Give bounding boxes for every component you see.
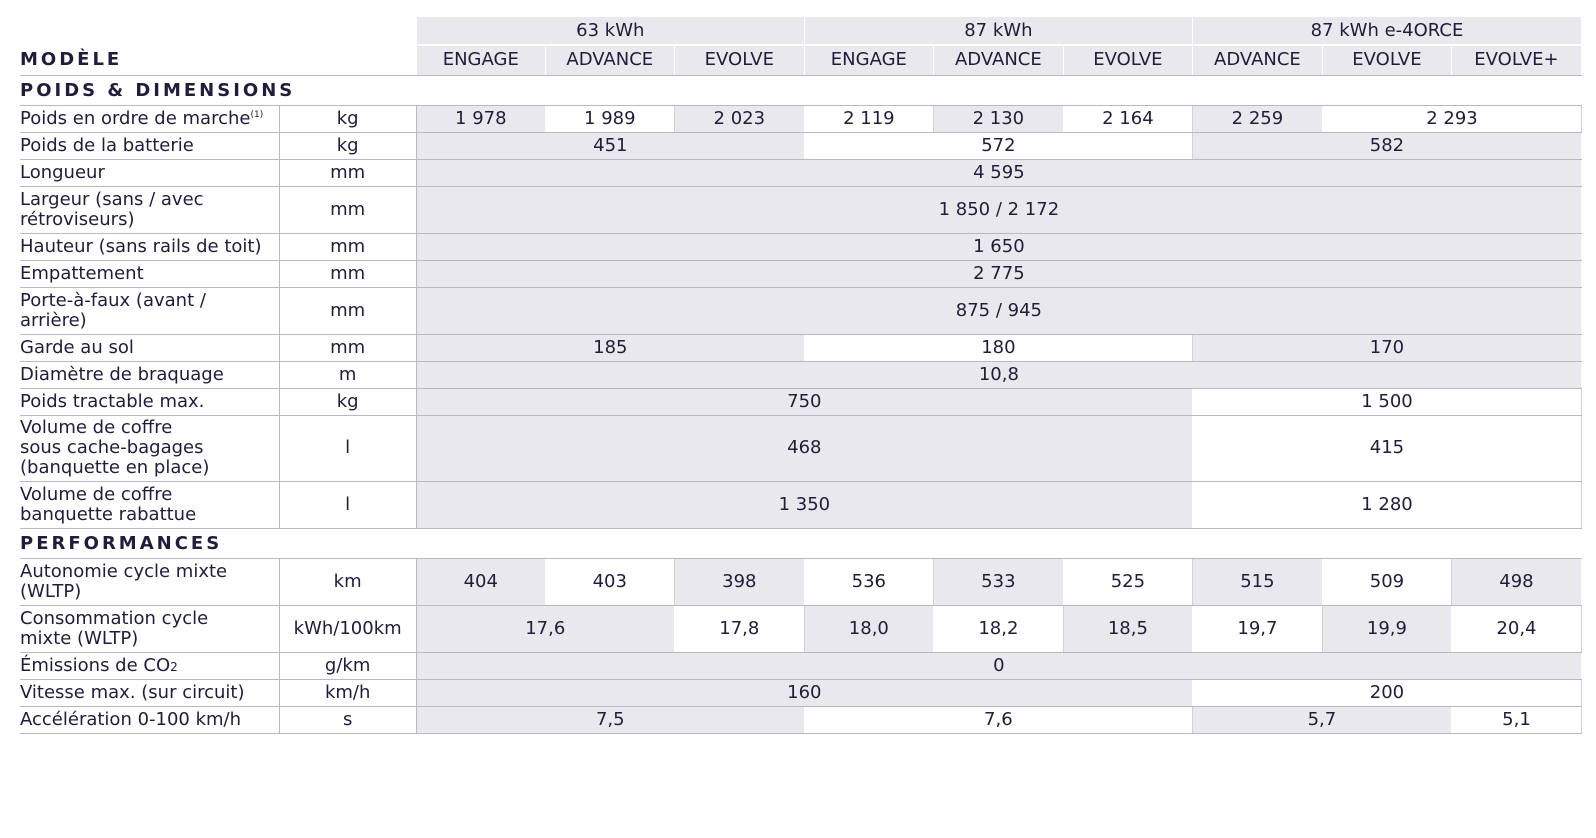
section-row	[20, 528, 1582, 558]
table-row	[20, 159, 1582, 186]
row-unit: s	[279, 706, 416, 733]
row-unit: km/h	[279, 679, 416, 706]
table-cell: 404	[416, 558, 545, 605]
table-cell: 750	[416, 388, 1192, 415]
table-row	[20, 260, 1582, 287]
header-trim-row	[20, 45, 1582, 75]
section-row	[20, 75, 1582, 105]
table-cell: 403	[545, 558, 674, 605]
table-cell: 18,5	[1063, 605, 1192, 652]
table-cell: 2 023	[674, 105, 804, 132]
row-unit: kg	[279, 132, 416, 159]
row-label: Hauteur (sans rails de toit)	[20, 233, 279, 260]
table-cell: 17,8	[674, 605, 804, 652]
table-cell: 2 293	[1322, 105, 1581, 132]
table-cell: 185	[416, 334, 804, 361]
row-unit: kg	[279, 105, 416, 132]
table-cell: 2 119	[804, 105, 933, 132]
group-87kwh-e4orce: 87 kWh e-4ORCE	[1192, 17, 1581, 45]
trim-header: ENGAGE	[416, 45, 545, 75]
row-unit: mm	[279, 233, 416, 260]
row-unit: mm	[279, 159, 416, 186]
table-cell: 180	[804, 334, 1192, 361]
row-label: Poids tractable max.	[20, 388, 279, 415]
trim-header: ENGAGE	[804, 45, 933, 75]
table-row	[20, 605, 1582, 652]
table-cell: 1 280	[1192, 481, 1581, 528]
section-title-dimensions: POIDS & DIMENSIONS	[20, 75, 1582, 105]
table-cell: 509	[1322, 558, 1451, 605]
table-cell: 398	[674, 558, 804, 605]
header-group-row	[20, 17, 1582, 45]
table-cell: 468	[416, 415, 1192, 481]
row-label: Consommation cycle mixte (WLTP)	[20, 605, 279, 652]
table-cell: 2 130	[933, 105, 1063, 132]
table-row	[20, 481, 1582, 528]
table-cell: 582	[1192, 132, 1581, 159]
table-cell: 2 775	[416, 260, 1581, 287]
table-row	[20, 361, 1582, 388]
table-row	[20, 334, 1582, 361]
table-cell: 1 989	[545, 105, 674, 132]
table-row	[20, 287, 1582, 334]
row-label: Garde au sol	[20, 334, 279, 361]
row-label: Empattement	[20, 260, 279, 287]
row-label: Émissions de CO2	[20, 652, 279, 679]
row-unit: km	[279, 558, 416, 605]
table-cell: 1 500	[1192, 388, 1581, 415]
table-row	[20, 558, 1582, 605]
table-cell: 160	[416, 679, 1192, 706]
section-title-performances: PERFORMANCES	[20, 528, 1582, 558]
table-row	[20, 186, 1582, 233]
table-row	[20, 233, 1582, 260]
row-label: Volume de coffre banquette rabattue	[20, 481, 279, 528]
table-cell: 525	[1063, 558, 1192, 605]
row-unit: l	[279, 415, 416, 481]
table-cell: 19,9	[1322, 605, 1451, 652]
trim-header: EVOLVE+	[1451, 45, 1581, 75]
table-row	[20, 679, 1582, 706]
table-cell: 498	[1451, 558, 1581, 605]
table-cell: 19,7	[1192, 605, 1322, 652]
row-label: Vitesse max. (sur circuit)	[20, 679, 279, 706]
model-label: MODÈLE	[20, 45, 279, 75]
row-unit: mm	[279, 260, 416, 287]
table-cell: 1 978	[416, 105, 545, 132]
table-row	[20, 388, 1582, 415]
trim-header: EVOLVE	[1322, 45, 1451, 75]
table-row	[20, 652, 1582, 679]
row-label: Poids de la batterie	[20, 132, 279, 159]
table-cell: 200	[1192, 679, 1581, 706]
row-label: Porte-à-faux (avant / arrière)	[20, 287, 279, 334]
table-cell: 0	[416, 652, 1581, 679]
group-63kwh: 63 kWh	[416, 17, 804, 45]
table-cell: 7,6	[804, 706, 1192, 733]
table-cell: 18,0	[804, 605, 933, 652]
header-corner-unit	[279, 17, 416, 45]
table-cell: 572	[804, 132, 1192, 159]
footnote-marker: (1)	[250, 109, 264, 120]
table-cell: 10,8	[416, 361, 1581, 388]
table-cell: 7,5	[416, 706, 804, 733]
table-cell: 451	[416, 132, 804, 159]
row-unit: mm	[279, 334, 416, 361]
row-unit: mm	[279, 287, 416, 334]
table-cell: 875 / 945	[416, 287, 1581, 334]
header-unit-blank	[279, 45, 416, 75]
table-row	[20, 415, 1582, 481]
trim-header: ADVANCE	[933, 45, 1063, 75]
row-unit: l	[279, 481, 416, 528]
table-row	[20, 105, 1582, 132]
row-label: Autonomie cycle mixte (WLTP)	[20, 558, 279, 605]
row-label: Largeur (sans / avec rétroviseurs)	[20, 186, 279, 233]
table-cell: 533	[933, 558, 1063, 605]
trim-header: EVOLVE	[674, 45, 804, 75]
row-label: Longueur	[20, 159, 279, 186]
row-unit: kWh/100km	[279, 605, 416, 652]
row-unit: m	[279, 361, 416, 388]
table-cell: 17,6	[416, 605, 674, 652]
row-label: Diamètre de braquage	[20, 361, 279, 388]
table-cell: 415	[1192, 415, 1581, 481]
trim-header: ADVANCE	[1192, 45, 1322, 75]
table-cell: 1 850 / 2 172	[416, 186, 1581, 233]
table-cell: 1 350	[416, 481, 1192, 528]
row-unit: g/km	[279, 652, 416, 679]
table-cell: 4 595	[416, 159, 1581, 186]
table-cell: 2 164	[1063, 105, 1192, 132]
table-cell: 2 259	[1192, 105, 1322, 132]
specifications-table	[20, 17, 1582, 734]
table-cell: 515	[1192, 558, 1322, 605]
table-cell: 170	[1192, 334, 1581, 361]
table-cell: 1 650	[416, 233, 1581, 260]
table-cell: 18,2	[933, 605, 1063, 652]
row-label: Accélération 0-100 km/h	[20, 706, 279, 733]
table-row	[20, 706, 1582, 733]
row-unit: mm	[279, 186, 416, 233]
trim-header: EVOLVE	[1063, 45, 1192, 75]
trim-header: ADVANCE	[545, 45, 674, 75]
table-cell: 20,4	[1451, 605, 1581, 652]
group-87kwh: 87 kWh	[804, 17, 1192, 45]
table-cell: 5,1	[1451, 706, 1581, 733]
table-cell: 536	[804, 558, 933, 605]
table-cell: 5,7	[1192, 706, 1451, 733]
spec-sheet	[20, 17, 1582, 734]
table-row	[20, 132, 1582, 159]
header-corner	[20, 17, 279, 45]
row-label: Poids en ordre de marche$^{(1)}$	[20, 105, 279, 132]
row-unit: kg	[279, 388, 416, 415]
row-label: Volume de coffre sous cache-bagages (banquette en place)	[20, 415, 279, 481]
